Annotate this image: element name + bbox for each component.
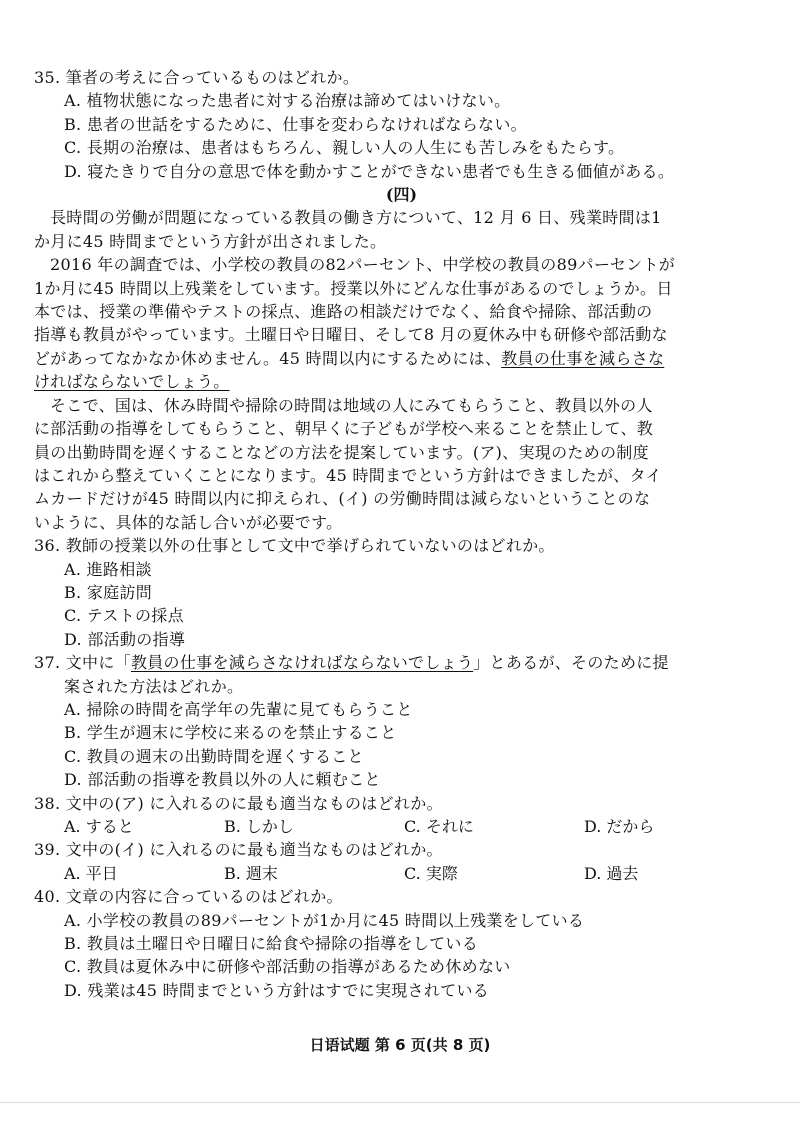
passage-line: ムカードだけが45 時間以内に抑えられ、(イ) の労働時間は減らないということのな [34,489,651,509]
passage-line: 員の出勤時間を遅くすることなどの方法を提案しています。(ア)、実現のための制度 [34,442,649,462]
underlined-phrase: 教員の仕事を減らさな [501,348,665,368]
passage-line: 指導も教員がやっています。土曜日や日曜日、そして8 月の夏休み中も研修や部活動な [34,325,668,345]
passage-line: いように、具体的な話し合いが必要です。 [34,512,343,532]
q38-option-c: C. それに [404,817,474,836]
passage-line: に部活動の指導をしてもらうこと、朝早くに子どもが学校へ来ることを禁止して、教 [34,419,654,439]
underlined-phrase: ければならないでしょう。 [34,372,230,392]
q39-option-c: C. 実際 [404,863,458,883]
passage-line: か月に45 時間までという方針が出されました。 [34,231,387,251]
q36-option-d: D. 部活動の指導 [64,629,186,649]
q39-options [34,862,769,885]
q37-prefix: 37. 文中に「 [34,653,131,673]
q39-question: 39. 文中の(イ) に入れるのに最も適当なものはどれか。 [34,840,443,860]
q40-option-a: A. 小学校の教員の89パーセントが1か月に45 時間以上残業をしている [64,910,585,930]
passage [34,206,769,534]
passage-line: 長時間の労働が問題になっている教員の働き方について、12 月 6 日、残業時間は1 [50,208,662,228]
q38-option-b: B. しかし [224,817,294,836]
q37-question [34,651,769,674]
q38-option-d: D. だから [584,817,655,836]
passage-line: はこれから整えていくことになります。45 時間までという方針はできましたが、タイ [34,465,662,485]
page-footer: 日语试题 第 6 页(共 8 页) [309,1036,491,1054]
q35-option-c: C. 長期の治療は、患者はもちろん、親しい人の人生にも苦しみをもたらす。 [64,138,625,158]
bottom-divider [0,1102,800,1103]
q39-option-b: B. 週末 [224,863,278,883]
q38-question: 38. 文中の(ア) に入れるのに最も適当なものはどれか。 [34,793,443,813]
q35-option-d: D. 寝たきりで自分の意思で体を動かすことができない患者でも生きる価値がある。 [64,161,675,181]
passage-line [34,370,769,393]
q37-option-a: A. 掃除の時間を高学年の先輩に見てもらうこと [64,699,413,719]
q40-option-b: B. 教員は土曜日や日曜日に給食や掃除の指導をしている [64,934,479,954]
passage-text: どがあってなかなか休めません。45 時間以内にするためには、 [34,348,502,368]
q35-question: 35. 筆者の考えに合っているものはどれか。 [34,68,360,87]
q38-option-a: A. すると [64,817,134,836]
passage-line [34,347,769,370]
q36-question: 36. 教師の授業以外の仕事として文中で挙げられていないのはどれか。 [34,536,555,556]
q36-option-a: A. 進路相談 [64,559,152,579]
q38-options [34,815,769,838]
passage-line: 1か月に45 時間以上残業をしています。授業以外にどんな仕事があるのでしょうか。日 [34,278,673,298]
q35-option-a: A. 植物状態になった患者に対する治療は諦めてはいけない。 [64,91,511,111]
q37-option-d: D. 部活動の指導を教員以外の人に頼むこと [64,770,381,790]
q40-option-c: C. 教員は夏休み中に研修や部活動の指導があるため休めない [64,957,511,977]
q37-quoted-phrase: 教員の仕事を減らさなければならないでしょう [130,653,474,673]
q37-question-line2: 案された方法はどれか。 [64,676,244,696]
q37-option-c: C. 教員の週末の出勤時間を遅くすること [64,746,364,766]
q39-option-a: A. 平日 [64,863,118,883]
passage-line: 2016 年の調査では、小学校の教員の82パーセント、中学校の教員の89パーセントが [50,255,676,275]
section-title: (四) [385,185,418,205]
q36-option-c: C. テストの採点 [64,606,184,626]
q35-option-b: B. 患者の世話をするために、仕事を変わらなければならない。 [64,114,527,134]
q40-option-d: D. 残業は45 時間までという方針はすでに実現されている [64,980,490,1000]
passage-line: そこで、国は、休み時間や掃除の時間は地域の人にみてもらうこと、教員以外の人 [50,395,653,415]
q37-suffix: 」とあるが、そのために提 [473,653,669,673]
passage-line: 本では、授業の準備やテストの採点、進路の相談だけでなく、給食や掃除、部活動の [34,302,653,322]
q39-option-d: D. 過去 [584,863,639,883]
q36-option-b: B. 家庭訪問 [64,582,153,602]
q40-question: 40. 文章の内容に合っているのはどれか。 [34,887,343,907]
exam-page [34,66,769,1002]
q37-option-b: B. 学生が週末に学校に来るのを禁止すること [64,723,397,743]
